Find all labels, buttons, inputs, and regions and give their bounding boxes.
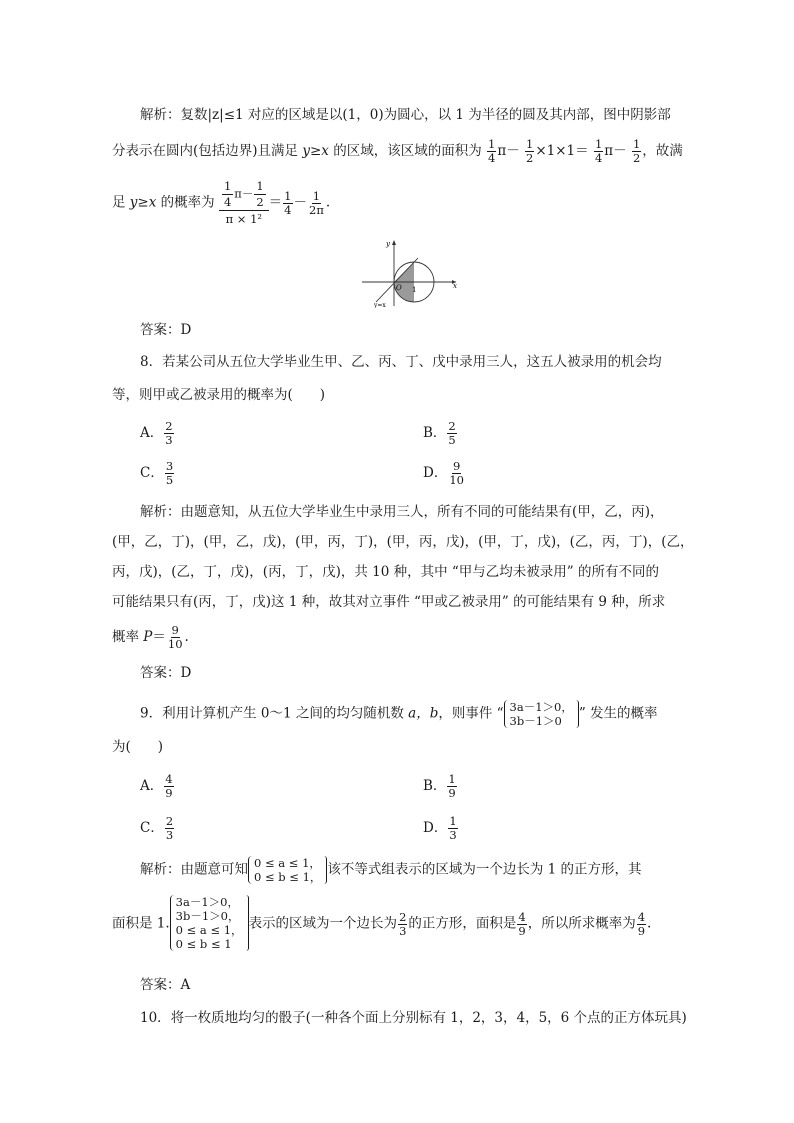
q9-stem-1 [140,700,658,728]
period: . [184,629,189,645]
q7-solution-line-2 [112,138,683,165]
text: 面积是 1. [112,915,170,932]
minus-sign: － [293,194,307,211]
fraction-four-ninths-2: $\frac{4}{9}$ [637,909,646,938]
q8-stem-1: 8．若某公司从五位大学毕业生甲、乙、丙、丁、戊中录用三人，这五人被录用的机会均 [140,354,662,370]
q7-solution-line-1 [140,105,671,125]
y-axis-arrow [392,240,396,245]
line-label: y=x [374,302,386,308]
text: 解析：由题意可知 [140,861,248,878]
q7-text-g: 足 [112,194,126,211]
q8-solution-1: 解析：由题意知，从五位大学毕业生中录用三人，所有不同的可能结果有(甲，乙，丙)， [140,504,664,520]
probability-compound-fraction: $\frac{1}{4}$ π－ $\frac{1}{2}$ π × 1² [219,180,269,226]
option-fraction: $\frac{4}{9}$ [165,772,173,800]
text: 表示的区域为一个边长为 [248,915,398,932]
text: 该不等式组表示的区域为一个边长为 1 的正方形，其 [327,861,642,878]
q9-option-b[interactable] [423,773,458,800]
inequality-system-2: 0 ≤ a ≤ 1， 0 ≤ b ≤ 1， [248,856,327,884]
option-fraction: $\frac{9}{10}$ [449,459,464,487]
q7-text-d: ×1×1＝ [535,143,589,159]
q8-answer: 答案：D [140,665,192,681]
text: 9．利用计算机产生 0～1 之间的均匀随机数 [140,705,409,722]
fraction-four-ninths: $\frac{4}{9}$ [518,909,526,938]
fraction-one-quarter-2: $\frac{1}{4}$ [594,137,603,165]
option-fraction: $\frac{1}{3}$ [449,814,457,842]
q7-text-c: π－ [497,143,520,159]
q9-solution-1 [140,856,642,884]
inequality-system-1: 3a－1＞0， 3b－1＞0 [504,700,579,728]
q9-option-a[interactable] [140,773,175,800]
q9-option-d[interactable] [423,815,459,842]
circle-region-figure [358,236,464,308]
text: 的正方形，面积是 [408,915,517,932]
equals-sign: ＝ [268,194,283,211]
option-fraction: $\frac{2}{5}$ [448,419,456,447]
q8-option-d[interactable] [423,460,466,487]
q9-stem-2: 为( ) [112,739,164,755]
fraction-one-half-2: $\frac{1}{2}$ [632,137,641,165]
q8-option-b[interactable] [423,420,458,447]
q7-text-f: ，故满 [642,143,683,159]
y-label: y [386,240,390,248]
x-label: x [453,282,457,290]
period: . [325,194,331,211]
q7-text-h: 的概率为 [160,194,215,211]
option-label: C． [140,820,164,836]
q8-option-a[interactable] [140,420,175,447]
fraction-one-quarter: $\frac{1}{4}$ [488,137,496,165]
q7-text-b: 的区域，该区域的面积为 [333,143,482,159]
option-label: B． [423,425,447,441]
q7-condition-2: y≥x [129,194,157,211]
option-fraction: $\frac{3}{5}$ [165,459,174,487]
q8-option-c[interactable] [140,460,175,487]
q7-answer: 答案：D [140,322,192,338]
fraction-one-half: $\frac{1}{2}$ [526,137,534,165]
q9-answer: 答案：A [140,977,191,993]
option-label: A． [140,425,164,441]
origin-label: O [396,284,402,292]
option-label: D． [423,820,448,836]
inequality-system-3: 3a－1＞0， 3b－1＞0， 0 ≤ a ≤ 1， 0 ≤ b ≤ 1 [170,895,249,951]
period: . [647,915,652,932]
text: ” 发生的概率 [578,705,658,722]
text: 概率 [112,629,144,645]
fraction-two-thirds: $\frac{2}{3}$ [399,909,407,938]
q8-stem-2: 等，则甲或乙被录用的概率为( ) [112,387,326,403]
option-fraction: $\frac{2}{3}$ [165,814,174,842]
option-label: A． [140,778,164,794]
p-symbol: P [143,629,153,645]
one-label: 1 [412,286,417,294]
q7-text-a: 分表示在圆内(包括边界)且满足 [112,143,299,159]
option-label: C． [140,465,164,481]
q9-solution-2 [112,897,651,951]
q7-condition: y≥x [302,143,329,159]
q8-solution-4: 可能结果只有(丙，丁，戊)这 1 种，故其对立事件 “甲或乙被录用” 的可能结果有 9 种，所求 [112,594,666,610]
option-label: D． [423,465,448,481]
q8-solution-3: 丙，戊)，(乙，丁，戊)，(丙，丁，戊)，共 10 种，其中 “甲与乙均未被录用” 的所有不同的 [112,564,659,580]
fraction-one-half-3: $\frac{1}{2}$ [256,179,264,209]
q8-solution-5 [112,624,189,651]
q7-solution-line-3 [112,180,330,226]
option-fraction: $\frac{2}{3}$ [165,419,173,447]
equals-sign: ＝ [152,629,166,645]
option-label: B． [423,778,447,794]
fraction-one-quarter-4: $\frac{1}{4}$ [284,188,292,217]
q7-solution-text-1: 解析：复数|z|≤1 对应的区域是以(1，0)为圆心，以 1 为半径的圆及其内部，图中阴影部 [140,107,671,123]
text: ，则事件 “ [438,705,504,722]
option-fraction: $\frac{1}{9}$ [448,772,456,800]
q10-stem-1: 10．将一枚质地均匀的骰子(一种各个面上分别标有 1，2，3，4，5，6 个点的正方体玩具) [140,1010,687,1026]
fraction-one-over-two-pi: $\frac{1}{2\pi}$ [309,188,324,217]
q9-option-c[interactable] [140,815,175,842]
vars: a，b [408,705,439,722]
answer-fraction: $\frac{9}{10}$ [167,623,183,651]
text: ，所以所求概率为 [527,915,636,932]
q8-solution-2: (甲，乙，丁)，(甲，乙，戊)，(甲，丙，丁)，(甲，丙，戊)，(甲，丁，戊)，(乙，丙，丁)，(乙， [112,534,694,550]
q7-text-e: π－ [604,143,627,159]
fraction-one-quarter-3: $\frac{1}{4}$ [223,179,232,209]
